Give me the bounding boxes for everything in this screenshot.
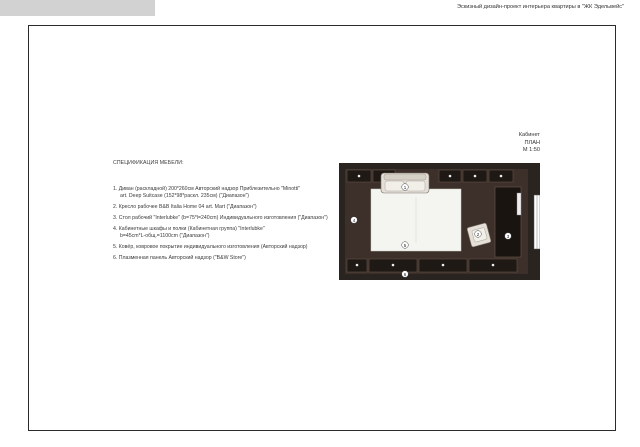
room-name: Кабинет bbox=[518, 132, 540, 138]
spec-item-5 bbox=[113, 244, 328, 251]
spec-title: СПЕЦИФИКАЦИЯ МЕБЕЛИ: bbox=[113, 160, 184, 166]
spec-item-line: 4. Кабинетные шкафы и полки (Кабинетная группа) "Interlubke" bbox=[113, 226, 265, 232]
plan-scale: М 1:50 bbox=[522, 147, 540, 153]
spec-item-line: art. Deep Suitcase (152*98*раскл. 235см) ("Диапазон") bbox=[120, 193, 250, 199]
spec-item-3 bbox=[113, 215, 328, 222]
plan-view-label: ПЛАН bbox=[524, 139, 540, 146]
spec-item-line: 3. Стол рабочий "Interlubke" (b=75*l=240cm) Индивидуального изготовления ("Диапазон") bbox=[113, 215, 328, 221]
bottom-cabinets bbox=[347, 259, 517, 272]
floor-plan-svg bbox=[339, 163, 540, 280]
marker-3: 3 bbox=[506, 233, 510, 239]
marker-1: 1 bbox=[403, 184, 407, 190]
header-gray-strip bbox=[0, 0, 155, 16]
spec-item-line: 1. Диван (раскладной) 200*260см Авторский надзор Приблезительно "Minotti" bbox=[113, 186, 301, 192]
spec-item-line: 5. Ковёр, ковровое покрытие индивидуального изготовления (Авторский надзор) bbox=[113, 244, 308, 250]
marker-2: 2 bbox=[476, 231, 480, 237]
spec-item-line: 2. Кресло рабочее B&B Italia Home 04 art. Mart ("Диапазон") bbox=[113, 204, 257, 210]
plan-title-block bbox=[470, 132, 540, 155]
plasma-panel bbox=[517, 193, 521, 215]
spec-item-1 bbox=[113, 186, 328, 200]
spec-item-2 bbox=[113, 204, 328, 211]
spec-item-line: b=45cm*L-общ.=1100cm ("Диапазон") bbox=[120, 233, 210, 239]
marker-4: 4 bbox=[352, 217, 356, 223]
page-header-title: Эскизный дизайн-проект интерьера квартиры в "ЖК Эдельвейс" bbox=[456, 4, 624, 10]
marker-6: 6 bbox=[403, 271, 407, 277]
marker-5: 5 bbox=[403, 242, 407, 248]
floor-plan bbox=[339, 163, 540, 280]
furniture-spec bbox=[113, 160, 328, 266]
spec-item-line: 6. Плазменная панель Авторский надзор ("B&W Store") bbox=[113, 255, 246, 261]
spec-item-4 bbox=[113, 226, 328, 240]
spec-item-6 bbox=[113, 255, 328, 262]
